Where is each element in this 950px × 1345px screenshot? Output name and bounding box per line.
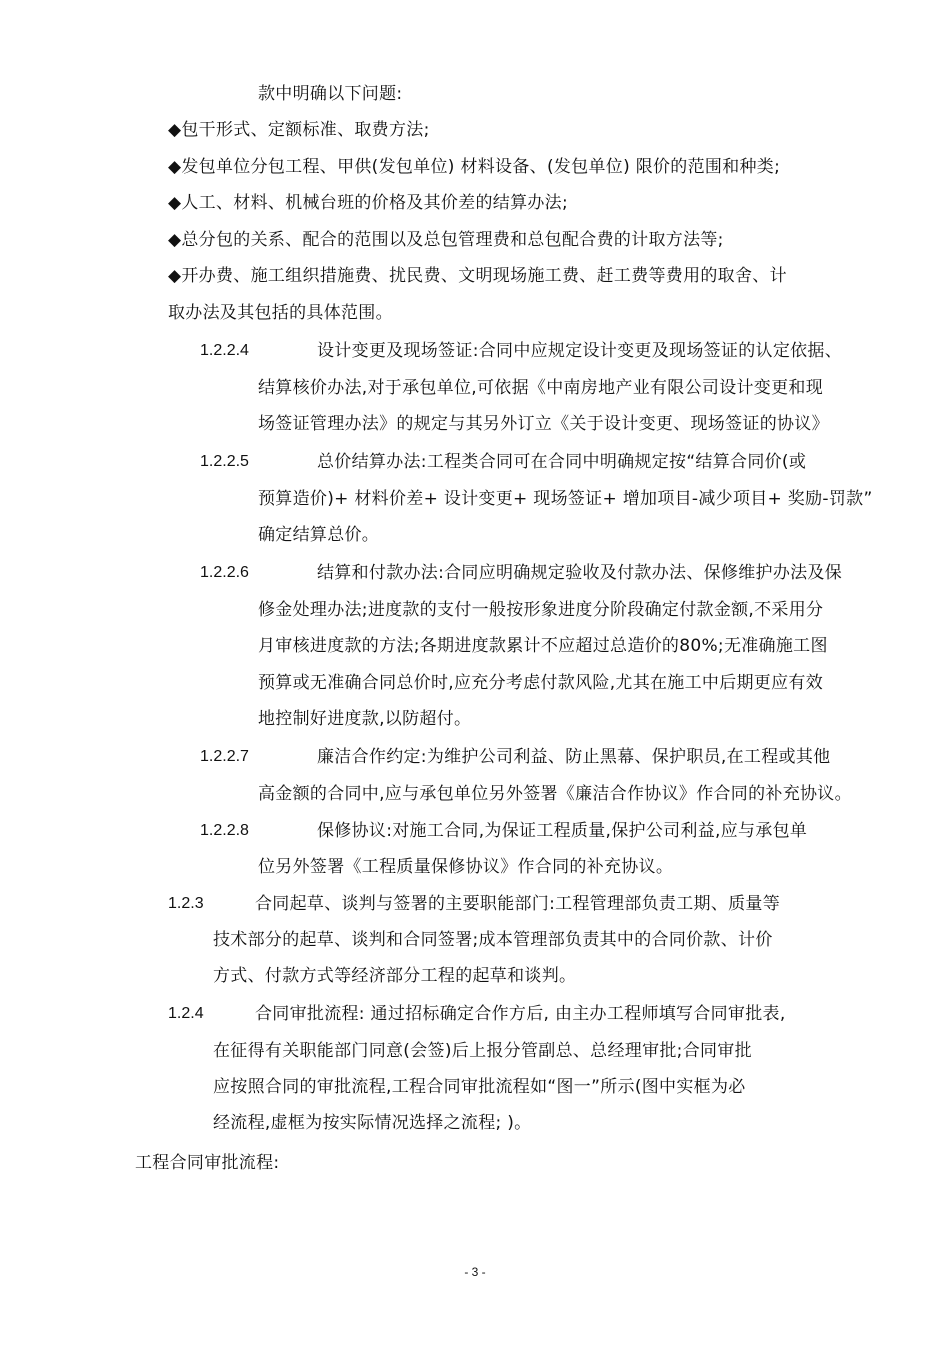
section-number: 1.2.2.6	[200, 564, 249, 581]
bullet-item: ◆发包单位分包工程、甲供(发包单位) 材料设备、(发包单位) 限价的范围和种类;	[168, 157, 781, 177]
subsection-line: 应按照合同的审批流程,工程合同审批流程如“图一”所示(图中实框为必	[213, 1077, 746, 1097]
section-line: 结算核价办法,对于承包单位,可依据《中南房地产业有限公司设计变更和现	[258, 378, 824, 398]
section-line: 高金额的合同中,应与承包单位另外签署《廉洁合作协议》作合同的补充协议。	[258, 784, 852, 804]
section-number: 1.2.2.7	[200, 748, 249, 765]
section-line: 场签证管理办法》的规定与其另外订立《关于设计变更、现场签证的协议》	[258, 414, 829, 434]
section-line: 廉洁合作约定:为维护公司利益、防止黑幕、保护职员,在工程或其他	[317, 747, 831, 767]
section-line: 位另外签署《工程质量保修协议》作合同的补充协议。	[258, 857, 674, 877]
bullet-item: ◆开办费、施工组织措施费、扰民费、文明现场施工费、赶工费等费用的取舍、计	[168, 266, 787, 286]
subsection-line: 技术部分的起草、谈判和合同签署;成本管理部负责其中的合同价款、计价	[213, 930, 773, 950]
section-line: 设计变更及现场签证:合同中应规定设计变更及现场签证的认定依据、	[317, 341, 843, 361]
section-number: 1.2.2.4	[200, 342, 249, 359]
section-line: 修金处理办法;进度款的支付一般按形象进度分阶段确定付款金额,不采用分	[258, 600, 824, 620]
bullet-continuation: 取办法及其包括的具体范围。	[168, 303, 393, 323]
section-line: 预算造价)+ 材料价差+ 设计变更+ 现场签证+ 增加项目-减少项目+ 奖励-罚款”	[258, 489, 873, 509]
subsection-line: 在征得有关职能部门同意(会签)后上报分管副总、总经理审批;合同审批	[213, 1041, 752, 1061]
bullet-item: ◆人工、材料、机械台班的价格及其价差的结算办法;	[168, 193, 568, 213]
subsection-line: 合同审批流程: 通过招标确定合作方后, 由主办工程师填写合同审批表,	[255, 1004, 786, 1024]
bullet-item: ◆包干形式、定额标准、取费方法;	[168, 120, 430, 140]
section-line: 月审核进度款的方法;各期进度款累计不应超过总造价的80%;无准确施工图	[258, 636, 828, 656]
subsection-line: 经流程,虚框为按实际情况选择之流程; )。	[213, 1113, 532, 1133]
flowchart-heading: 工程合同审批流程:	[135, 1153, 280, 1173]
section-line: 确定结算总价。	[258, 525, 380, 545]
section-number: 1.2.2.8	[200, 822, 249, 839]
section-line: 总价结算办法:工程类合同可在合同中明确规定按“结算合同价(或	[317, 452, 807, 472]
section-line: 保修协议:对施工合同,为保证工程质量,保护公司利益,应与承包单	[317, 821, 808, 841]
subsection-number: 1.2.4	[168, 1005, 204, 1022]
intro-line: 款中明确以下问题:	[258, 84, 403, 104]
subsection-line: 方式、付款方式等经济部分工程的起草和谈判。	[213, 966, 577, 986]
subsection-number: 1.2.3	[168, 895, 204, 912]
section-number: 1.2.2.5	[200, 453, 249, 470]
bullet-item: ◆总分包的关系、配合的范围以及总包管理费和总包配合费的计取方法等;	[168, 230, 724, 250]
page-number: - 3 -	[464, 1265, 486, 1279]
section-line: 预算或无准确合同总价时,应充分考虑付款风险,尤其在施工中后期更应有效	[258, 673, 824, 693]
subsection-line: 合同起草、谈判与签署的主要职能部门:工程管理部负责工期、质量等	[255, 894, 781, 914]
section-line: 结算和付款办法:合同应明确规定验收及付款办法、保修维护办法及保	[317, 563, 843, 583]
section-line: 地控制好进度款,以防超付。	[258, 709, 472, 729]
